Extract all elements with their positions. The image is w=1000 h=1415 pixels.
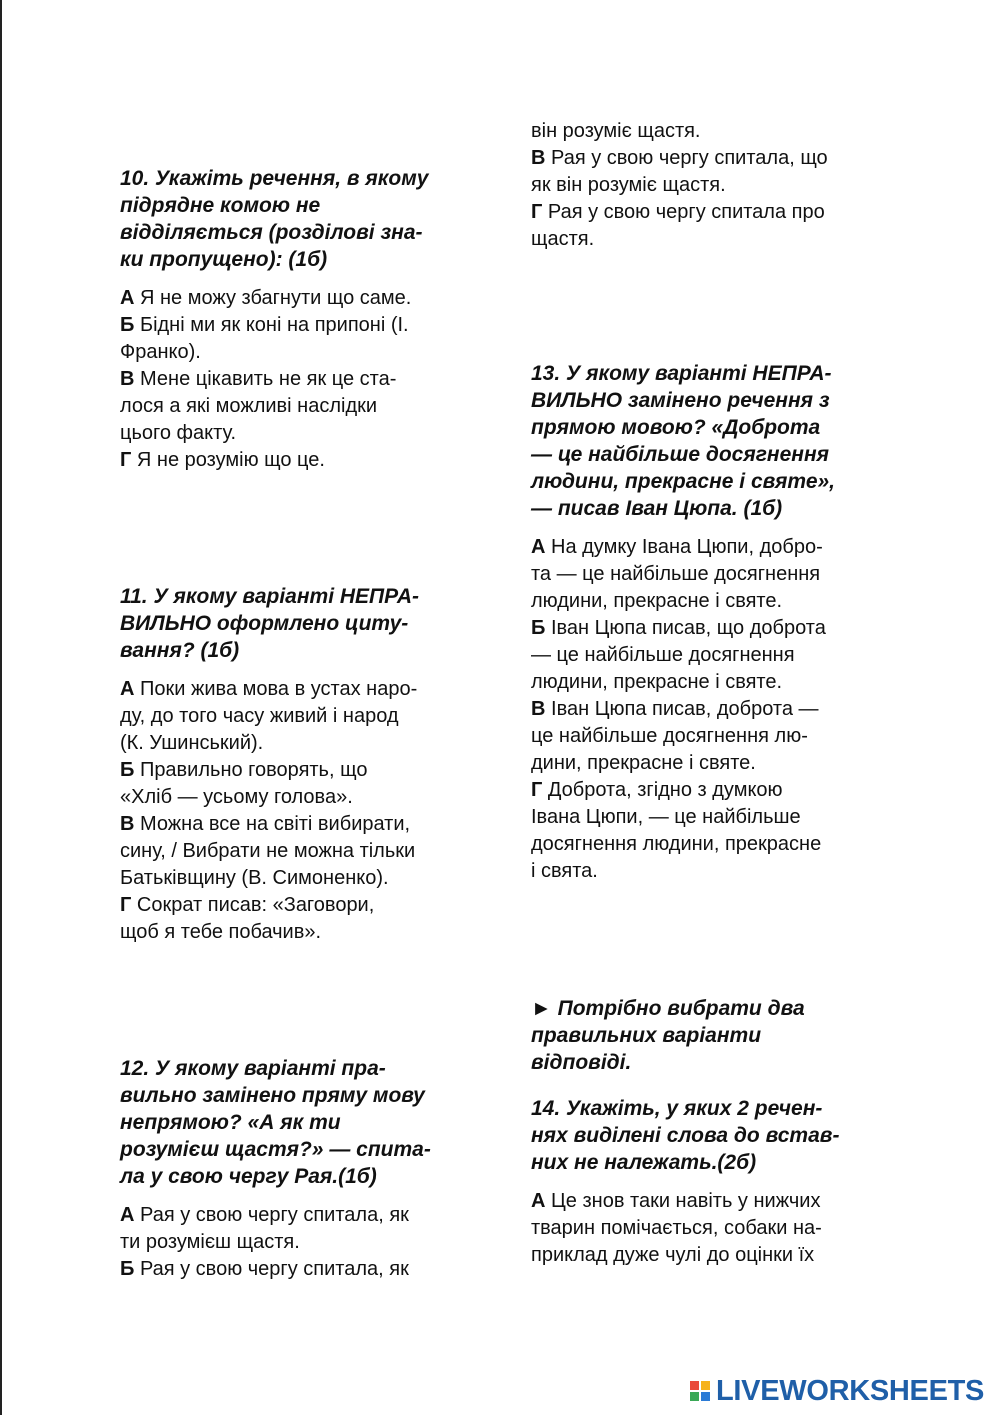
answer-option-line — [531, 118, 881, 145]
option-text: досягнення людини, прекрасне — [531, 833, 822, 855]
question-11 — [120, 583, 470, 946]
answer-option-line — [531, 534, 881, 561]
question-title-line: 11. У якому варіанті НЕПРА- — [120, 585, 419, 608]
answer-option-line — [120, 339, 470, 366]
option-text: людини, прекрасне і святе. — [531, 671, 783, 693]
option-letter: Б — [120, 759, 135, 781]
option-text: це найбільше досягнення лю- — [531, 725, 808, 747]
option-text: Рая у свою чергу спитала, як — [139, 1258, 409, 1280]
answer-option-line — [120, 865, 470, 892]
option-text: Рая у свою чергу спитала, що — [551, 147, 828, 169]
logo-text: LIVEWORKSHEETS — [716, 1374, 985, 1407]
question-title-line: нях виділені слова до встав- — [531, 1124, 840, 1147]
question-title-line: непрямою? «А як ти — [120, 1111, 341, 1134]
option-text: Іван Цюпа писав, що доброта — [550, 617, 826, 639]
option-letter: Г — [120, 894, 132, 916]
spacer — [120, 1190, 470, 1202]
option-letter: Г — [531, 779, 543, 801]
option-letter: В — [531, 698, 546, 720]
option-letter: А — [531, 1190, 546, 1212]
option-text: Правильно говорять, що — [139, 759, 368, 781]
option-letter: Б — [531, 617, 546, 639]
option-text: Доброта, згідно з думкою — [547, 779, 783, 801]
option-text: ти розумієш щастя. — [120, 1231, 300, 1253]
option-text: Іван Цюпа писав, доброта — — [551, 698, 819, 720]
spacer — [531, 1176, 881, 1188]
question-10 — [120, 165, 470, 474]
answer-option-line — [120, 393, 470, 420]
option-text: дини, прекрасне і святе. — [531, 752, 756, 774]
answer-option-line — [120, 703, 470, 730]
spacer — [120, 273, 470, 285]
answer-option-line — [531, 145, 881, 172]
spacer — [531, 522, 881, 534]
answer-option-line — [120, 447, 470, 474]
answer-option-line — [531, 1242, 881, 1269]
answer-option-line — [531, 777, 881, 804]
answer-option-line — [120, 757, 470, 784]
question-title-line: відділяється (розділові зна- — [120, 221, 423, 244]
option-letter: А — [531, 536, 546, 558]
answer-option-line — [531, 199, 881, 226]
option-text: Рая у свою чергу спитала про — [547, 201, 825, 223]
answer-option-line — [120, 1202, 470, 1229]
question-title-line: розумієш щастя?» — спита- — [120, 1138, 431, 1161]
option-text: сину, / Вибрати не можна тільки — [120, 840, 416, 862]
answer-option-line — [120, 919, 470, 946]
option-letter: В — [120, 813, 135, 835]
answer-option-line — [531, 172, 881, 199]
answer-option-line — [531, 226, 881, 253]
option-letter: В — [531, 147, 546, 169]
option-text: лося а які можливі наслідки — [120, 395, 378, 417]
answer-option-line — [120, 811, 470, 838]
option-text: Я не розумію що це. — [136, 449, 325, 471]
option-letter: Б — [120, 1258, 135, 1280]
option-text: Мене цікавить не як це ста- — [140, 368, 397, 390]
option-text: Це знов таки навіть у нижчих — [551, 1190, 821, 1212]
question-title-line: 13. У якому варіанті НЕПРА- — [531, 362, 832, 385]
answer-option-line — [120, 420, 470, 447]
question-title-line: ВИЛЬНО оформлено циту- — [120, 612, 409, 635]
option-text: людини, прекрасне і святе. — [531, 590, 783, 612]
instruction-line: ► Потрібно вибрати два — [531, 997, 805, 1020]
option-text: — це найбільше досягнення — [531, 644, 795, 666]
answer-option-line — [120, 838, 470, 865]
option-letter: В — [120, 368, 135, 390]
option-text: та — це найбільше досягнення — [531, 563, 821, 585]
answer-option-line — [531, 804, 881, 831]
question-13 — [531, 360, 881, 885]
logo-grid-icon — [690, 1381, 710, 1401]
option-text: Сократ писав: «Заговори, — [136, 894, 375, 916]
question-title-line: — писав Іван Цюпа. (1б) — [531, 497, 783, 520]
option-letter: А — [120, 1204, 135, 1226]
answer-option-line — [531, 1188, 881, 1215]
answer-option-line — [531, 615, 881, 642]
option-text: Франко). — [120, 341, 201, 363]
answer-option-line — [120, 366, 470, 393]
answer-option-line — [531, 696, 881, 723]
option-text: приклад дуже чулі до оцінки їх — [531, 1244, 815, 1266]
option-text: Бідні ми як коні на припоні (І. — [139, 314, 409, 336]
option-text: Поки жива мова в устах наро- — [140, 678, 418, 700]
option-letter: Г — [531, 201, 543, 223]
answer-option-line — [120, 730, 470, 757]
option-text: Батьківщину (В. Симоненко). — [120, 867, 389, 889]
option-text: цього факту. — [120, 422, 237, 444]
option-letter: А — [120, 678, 135, 700]
option-text: Я не можу збагнути що саме. — [140, 287, 412, 309]
question-title-line: ВИЛЬНО замінено речення з — [531, 389, 830, 412]
question-title-line: — це найбільше досягнення — [531, 443, 830, 466]
answer-option-line — [531, 669, 881, 696]
answer-option-line — [531, 642, 881, 669]
instruction-note — [531, 995, 881, 1076]
question-14 — [531, 1095, 881, 1269]
instruction-line: відповіді. — [531, 1051, 632, 1074]
question-title-line: 10. Укажіть речення, в якому — [120, 167, 429, 190]
option-text: він розуміє щастя. — [531, 120, 701, 142]
question-12 — [120, 1055, 470, 1283]
answer-option-line — [531, 750, 881, 777]
answer-option-line — [120, 1229, 470, 1256]
option-text: ду, до того часу живий і народ — [120, 705, 399, 727]
spacer — [120, 664, 470, 676]
question-title-line: підрядне комою не — [120, 194, 321, 217]
answer-option-line — [120, 892, 470, 919]
question-title-line: людини, прекрасне і святе», — [531, 470, 836, 493]
answer-option-line — [120, 676, 470, 703]
answer-option-line — [531, 588, 881, 615]
option-letter: Б — [120, 314, 135, 336]
option-text: Рая у свою чергу спитала, як — [140, 1204, 409, 1226]
question-title-line: вання? (1б) — [120, 639, 240, 662]
question-title-line: ки пропущено): (1б) — [120, 248, 328, 271]
answer-option-line — [120, 784, 470, 811]
option-text: тварин помічається, собаки на- — [531, 1217, 822, 1239]
answer-option-line — [531, 561, 881, 588]
question-title-line: вильно замінено пряму мову — [120, 1084, 425, 1107]
question-12-continued — [531, 118, 881, 253]
option-text: і свята. — [531, 860, 598, 882]
option-text: На думку Івана Цюпи, добро- — [551, 536, 823, 558]
page-left-border — [0, 0, 2, 1415]
answer-option-line — [531, 858, 881, 885]
option-text: щастя. — [531, 228, 595, 250]
option-text: (К. Ушинський). — [120, 732, 264, 754]
option-text: Івана Цюпи, — це найбільше — [531, 806, 801, 828]
question-title-line: ла у свою чергу Рая.(1б) — [120, 1165, 377, 1188]
answer-option-line — [531, 1215, 881, 1242]
answer-option-line — [120, 312, 470, 339]
instruction-line: правильних варіанти — [531, 1024, 762, 1047]
option-text: як він розуміє щастя. — [531, 174, 726, 196]
question-title-line: 12. У якому варіанті пра- — [120, 1057, 386, 1080]
liveworksheets-logo — [690, 1373, 990, 1409]
option-text: щоб я тебе побачив». — [120, 921, 322, 943]
question-title-line: 14. Укажіть, у яких 2 речен- — [531, 1097, 823, 1120]
option-text: «Хліб — усьому голова». — [120, 786, 353, 808]
answer-option-line — [120, 285, 470, 312]
answer-option-line — [531, 831, 881, 858]
option-letter: Г — [120, 449, 132, 471]
answer-option-line — [120, 1256, 470, 1283]
question-title-line: прямою мовою? «Доброта — [531, 416, 821, 439]
question-title-line: них не належать.(2б) — [531, 1151, 757, 1174]
option-text: Можна все на світі вибирати, — [140, 813, 411, 835]
answer-option-line — [531, 723, 881, 750]
option-letter: А — [120, 287, 135, 309]
